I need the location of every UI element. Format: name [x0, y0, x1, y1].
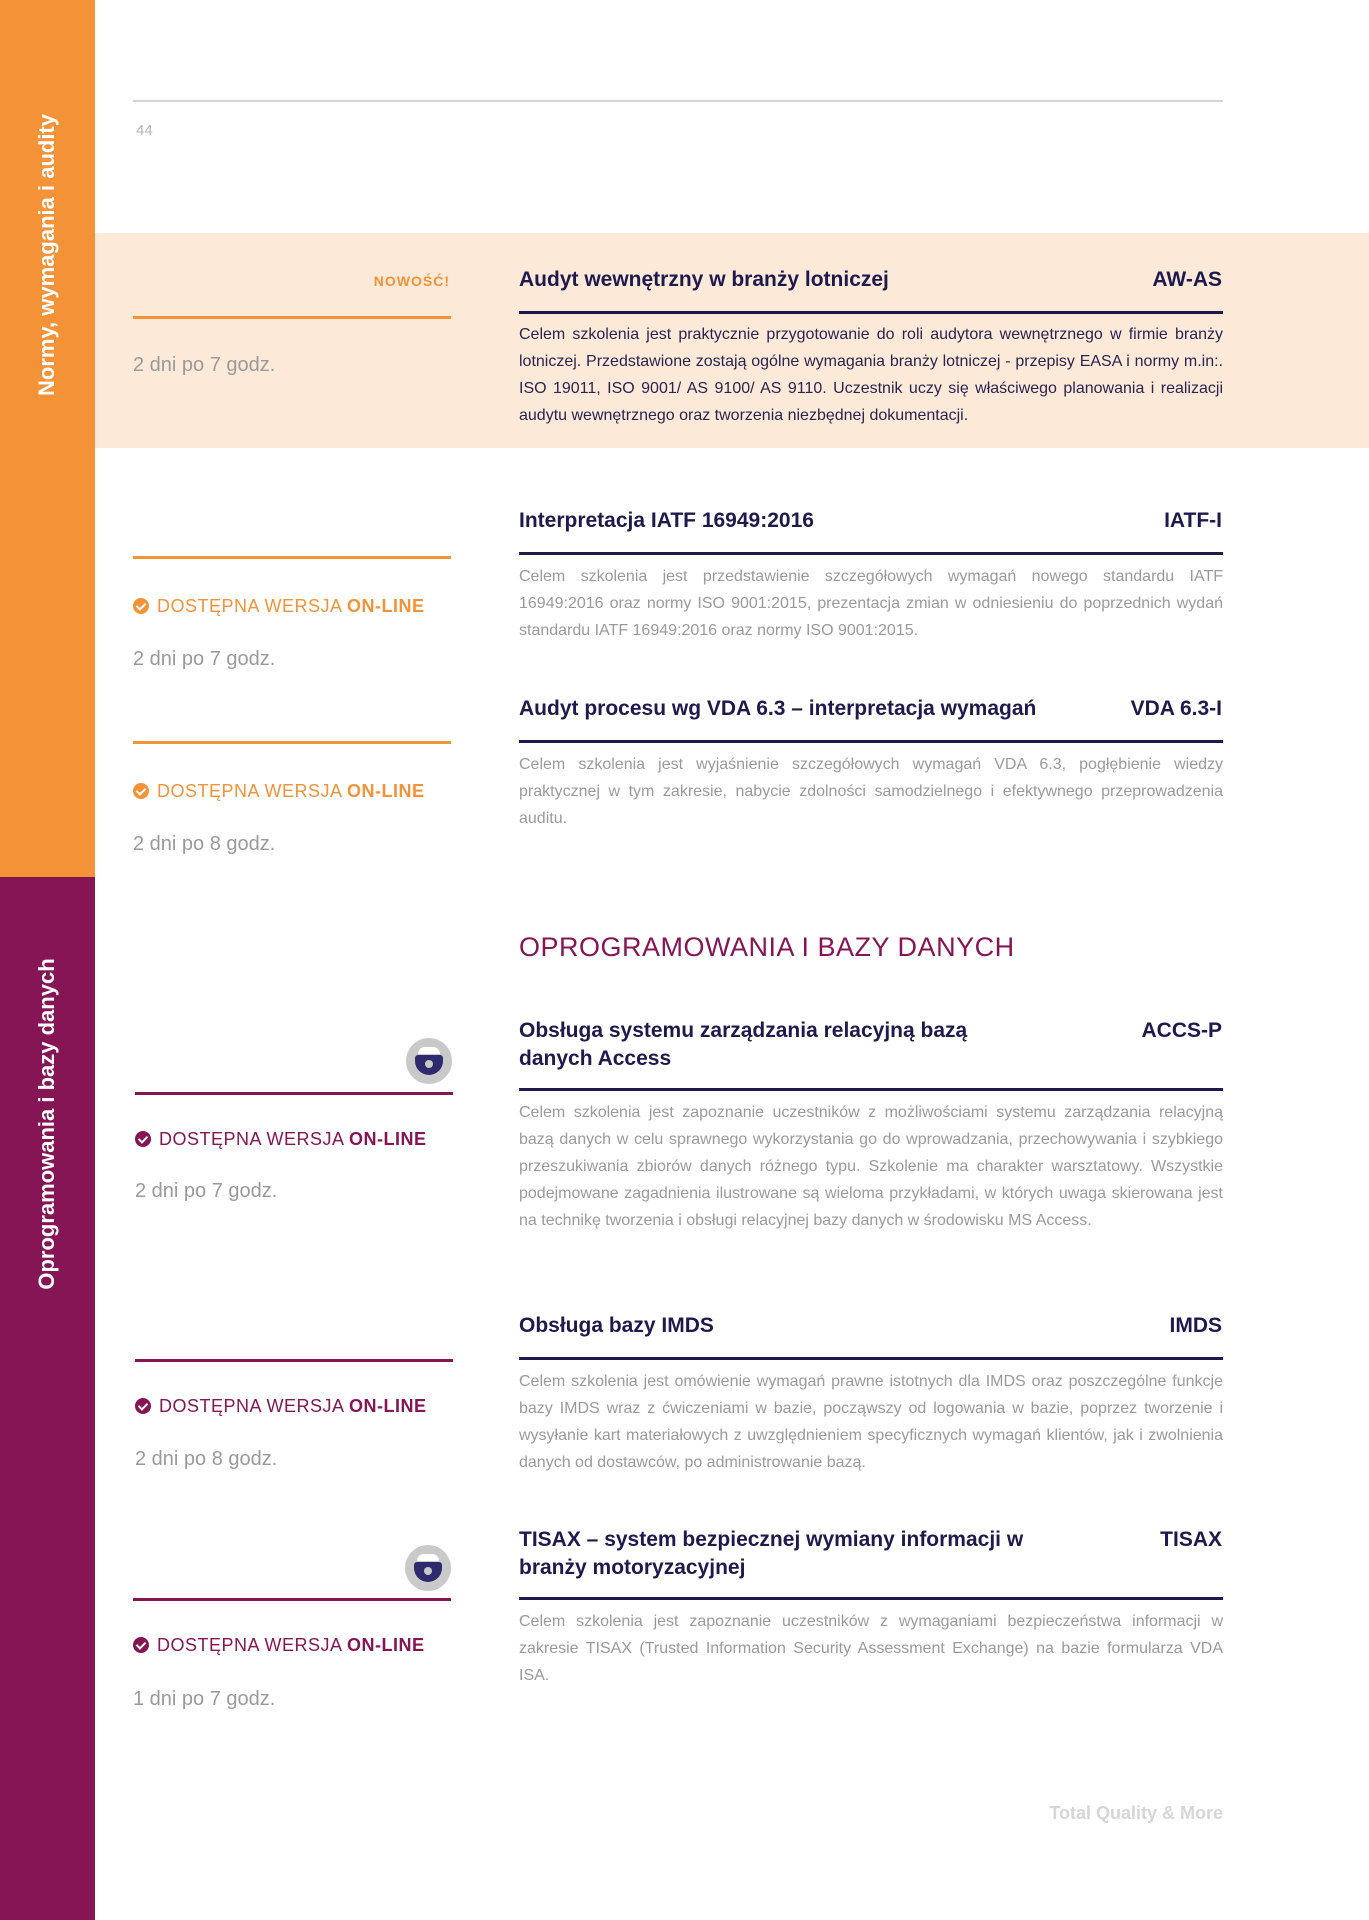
course-left-divider: [133, 741, 451, 744]
check-circle-icon: [133, 1637, 149, 1653]
course-title: Audyt procesu wg VDA 6.3 – interpretacja wymagań: [519, 697, 1037, 720]
course-left-divider: [133, 316, 451, 319]
footer-brand: Total Quality & More: [1049, 1803, 1223, 1823]
side-tab-label: Oprogramowania i bazy danych: [34, 958, 59, 1290]
course-description: Celem szkolenia jest omówienie wymagań prawne istotnych dla IMDS oraz poszczególne funkcje bazy IMDS wraz z ćwiczeniami w bazie, począwszy od logowania w bazie, poprzez tworzenie i wysyłanie kart materiałowych z uwzględnieniem specyficznych wymagań klientów, jak i zwolnienia danych od dostawców, po administrowanie bazą.: [519, 1373, 1223, 1471]
side-tab-label: Normy, wymagania i audity: [34, 113, 59, 397]
course-title: Audyt wewnętrzny w branży lotniczej: [519, 268, 889, 291]
course-left-divider: [135, 1359, 453, 1362]
course-title-divider: [519, 740, 1223, 743]
course-duration: 2 dni po 8 godz.: [133, 833, 276, 855]
course-description: Celem szkolenia jest zapoznanie uczestników z wymaganiami bezpieczeństwa informacji w zakresie TISAX (Trusted Information Security Assessment Exchange) na bazie formularza VDA ISA.: [519, 1613, 1223, 1684]
section-heading: OPROGRAMOWANIA I BAZY DANYCH: [519, 932, 1015, 962]
side-tab-norms: [0, 0, 95, 877]
side-tab-software: [0, 877, 95, 1920]
online-availability: DOSTĘPNA WERSJA ON-LINE: [135, 1129, 427, 1150]
course-description: Celem szkolenia jest wyjaśnienie szczegółowych wymagań VDA 6.3, pogłębienie wiedzy praktycznej w tym zakresie, nabycie zdolności samodzielnego i efektywnego przeprowadzenia auditu.: [519, 756, 1223, 827]
course-description: Celem szkolenia jest praktycznie przygotowanie do roli audytora wewnętrznego w firmie branży lotniczej. Przedstawione zostają ogólne wymagania branży lotniczej - przepisy EASA i normy m.in:. ISO 19011, ISO 9001/ AS 9100/ AS 9110. Uczestnik uczy się właściwego planowania i realizacji audytu wewnętrznego oraz tworzenia niezbędnej dokumentacji.: [519, 326, 1223, 424]
course-title-divider: [519, 1088, 1223, 1091]
engineer-helmet-icon: [406, 1038, 452, 1084]
course-duration: 2 dni po 7 godz.: [135, 1180, 278, 1202]
course-left-divider: [133, 1598, 451, 1601]
course-title: TISAX – system bezpiecznej wymiany informacji w branży motoryzacyjnej: [519, 1528, 1024, 1579]
course-title: Interpretacja IATF 16949:2016: [519, 509, 814, 532]
course-duration: 2 dni po 7 godz.: [133, 648, 276, 670]
course-code: ACCS-P: [1141, 1019, 1222, 1042]
course-left-divider: [133, 556, 451, 559]
engineer-helmet-icon: [405, 1545, 451, 1591]
course-duration: 2 dni po 8 godz.: [135, 1448, 278, 1470]
course-title-divider: [519, 1597, 1223, 1600]
course-title: Obsługa bazy IMDS: [519, 1314, 714, 1337]
course-title-divider: [519, 552, 1223, 555]
course-title-divider: [519, 1357, 1223, 1360]
page-number: 44: [136, 122, 153, 139]
course-description: Celem szkolenia jest przedstawienie szczegółowych wymagań nowego standardu IATF 16949:2016 oraz normy ISO 9001:2015, prezentacja zmian w odniesieniu do poprzednich wydań standardu IATF 16949:2016 oraz normy ISO 9001:2015.: [519, 568, 1223, 639]
course-description: Celem szkolenia jest zapoznanie uczestników z możliwościami systemu zarządzania relacyjną bazą danych w celu sprawnego wykorzystania go do wprowadzania, przechowywania i szybkiego przeszukiwania zbiorów danych różnego typu. Szkolenie ma charakter warsztatowy. Wszystkie podejmowane zagadnienia ilustrowane są wieloma przykładami, w których uwaga skierowana jest na technikę tworzenia i obsługi relacyjnej bazy danych w środowisku MS Access.: [519, 1104, 1223, 1229]
course-code: IATF-I: [1164, 509, 1222, 532]
online-availability: DOSTĘPNA WERSJA ON-LINE: [133, 781, 425, 802]
check-circle-icon: [135, 1131, 151, 1147]
course-title-divider: [519, 311, 1223, 314]
online-availability: DOSTĘPNA WERSJA ON-LINE: [133, 596, 425, 617]
course-duration: 2 dni po 7 godz.: [133, 354, 276, 376]
course-code: TISAX: [1160, 1528, 1222, 1551]
check-circle-icon: [135, 1398, 151, 1414]
check-circle-icon: [133, 783, 149, 799]
course-code: AW-AS: [1152, 268, 1222, 291]
course-title: Obsługa systemu zarządzania relacyjną bazą danych Access: [519, 1019, 968, 1070]
new-badge: NOWOŚĆ!: [373, 273, 450, 289]
course-code: IMDS: [1169, 1314, 1222, 1337]
check-circle-icon: [133, 598, 149, 614]
course-code: VDA 6.3-I: [1130, 697, 1222, 720]
online-availability: DOSTĘPNA WERSJA ON-LINE: [133, 1635, 425, 1656]
course-duration: 1 dni po 7 godz.: [133, 1688, 276, 1710]
course-left-divider: [135, 1092, 453, 1095]
header-divider: [133, 100, 1223, 102]
online-availability: DOSTĘPNA WERSJA ON-LINE: [135, 1396, 427, 1417]
